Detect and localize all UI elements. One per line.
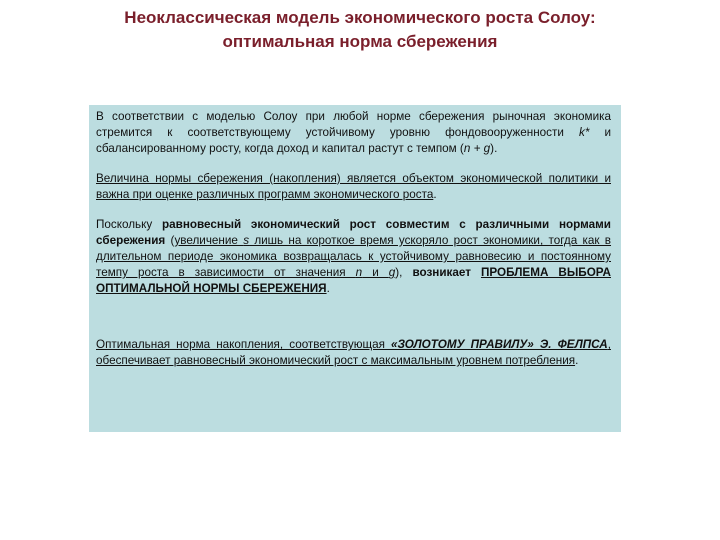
p3-underline-3: и [362, 266, 389, 279]
p4-underline-1: Оптимальная норма накопления, соответствующая [96, 338, 391, 351]
paragraph-1 [96, 109, 611, 157]
p1-text-3: ). [490, 142, 498, 155]
p3-underline-1: увеличение [174, 234, 244, 247]
p4-underline-2: , обеспечивает равновесный экономический рост с максимальным уровнем потребления [96, 338, 611, 367]
p3-text-2: ( [165, 234, 175, 247]
p4-golden-rule: «ЗОЛОТОМУ ПРАВИЛУ» Э. ФЕЛПСА [391, 338, 608, 351]
title-line-2: оптимальная норма сбережения [222, 32, 498, 51]
p3-bold-3: ПРОБЛЕМА ВЫБОРА ОПТИМАЛЬНОЙ НОРМЫ СБЕРЕЖЕНИЯ [96, 266, 611, 295]
p1-k-star: k* [578, 126, 590, 139]
title-line-1: Неоклассическая модель экономического роста Солоу: [124, 8, 596, 27]
p3-text-4: . [326, 282, 330, 295]
p1-text-1: В соответствии с моделью Солоу при любой норме сбережения рыночная экономика стремится к соответствующему устойчивому уровню фондовооруженности [96, 110, 611, 139]
p2-text: Величина нормы сбережения (накопления) является объектом экономической политики и важна при оценке различных программ экономического роста [96, 172, 611, 201]
p4-end: . [575, 354, 579, 367]
paragraph-3 [96, 217, 611, 297]
paragraph-4 [96, 337, 611, 369]
p3-s: s [243, 234, 250, 247]
content-box [89, 105, 621, 432]
p3-bold-2: возникает [412, 266, 481, 279]
p3-bold-1: равновесный экономический рост совместим с различными нормами сбережения [96, 218, 611, 247]
p2-end: . [433, 188, 437, 201]
p3-g: g [388, 266, 396, 279]
p1-text-2: и сбалансированному росту, когда доход и капитал растут с темпом ( [96, 126, 611, 155]
p3-text-3: ), [395, 266, 413, 279]
slide-title [40, 6, 680, 54]
p3-n: n [355, 266, 363, 279]
p3-underline-2: лишь на короткое время ускоряло рост экономики, тогда как в длительном периоде экономика возвращалась к устойчивому равновесию и постоянному темпу роста в зависимости от значения [96, 234, 612, 279]
p1-n-plus-g: n + g [463, 142, 491, 155]
p3-text-1: Поскольку [96, 218, 162, 231]
paragraph-2 [96, 171, 611, 203]
